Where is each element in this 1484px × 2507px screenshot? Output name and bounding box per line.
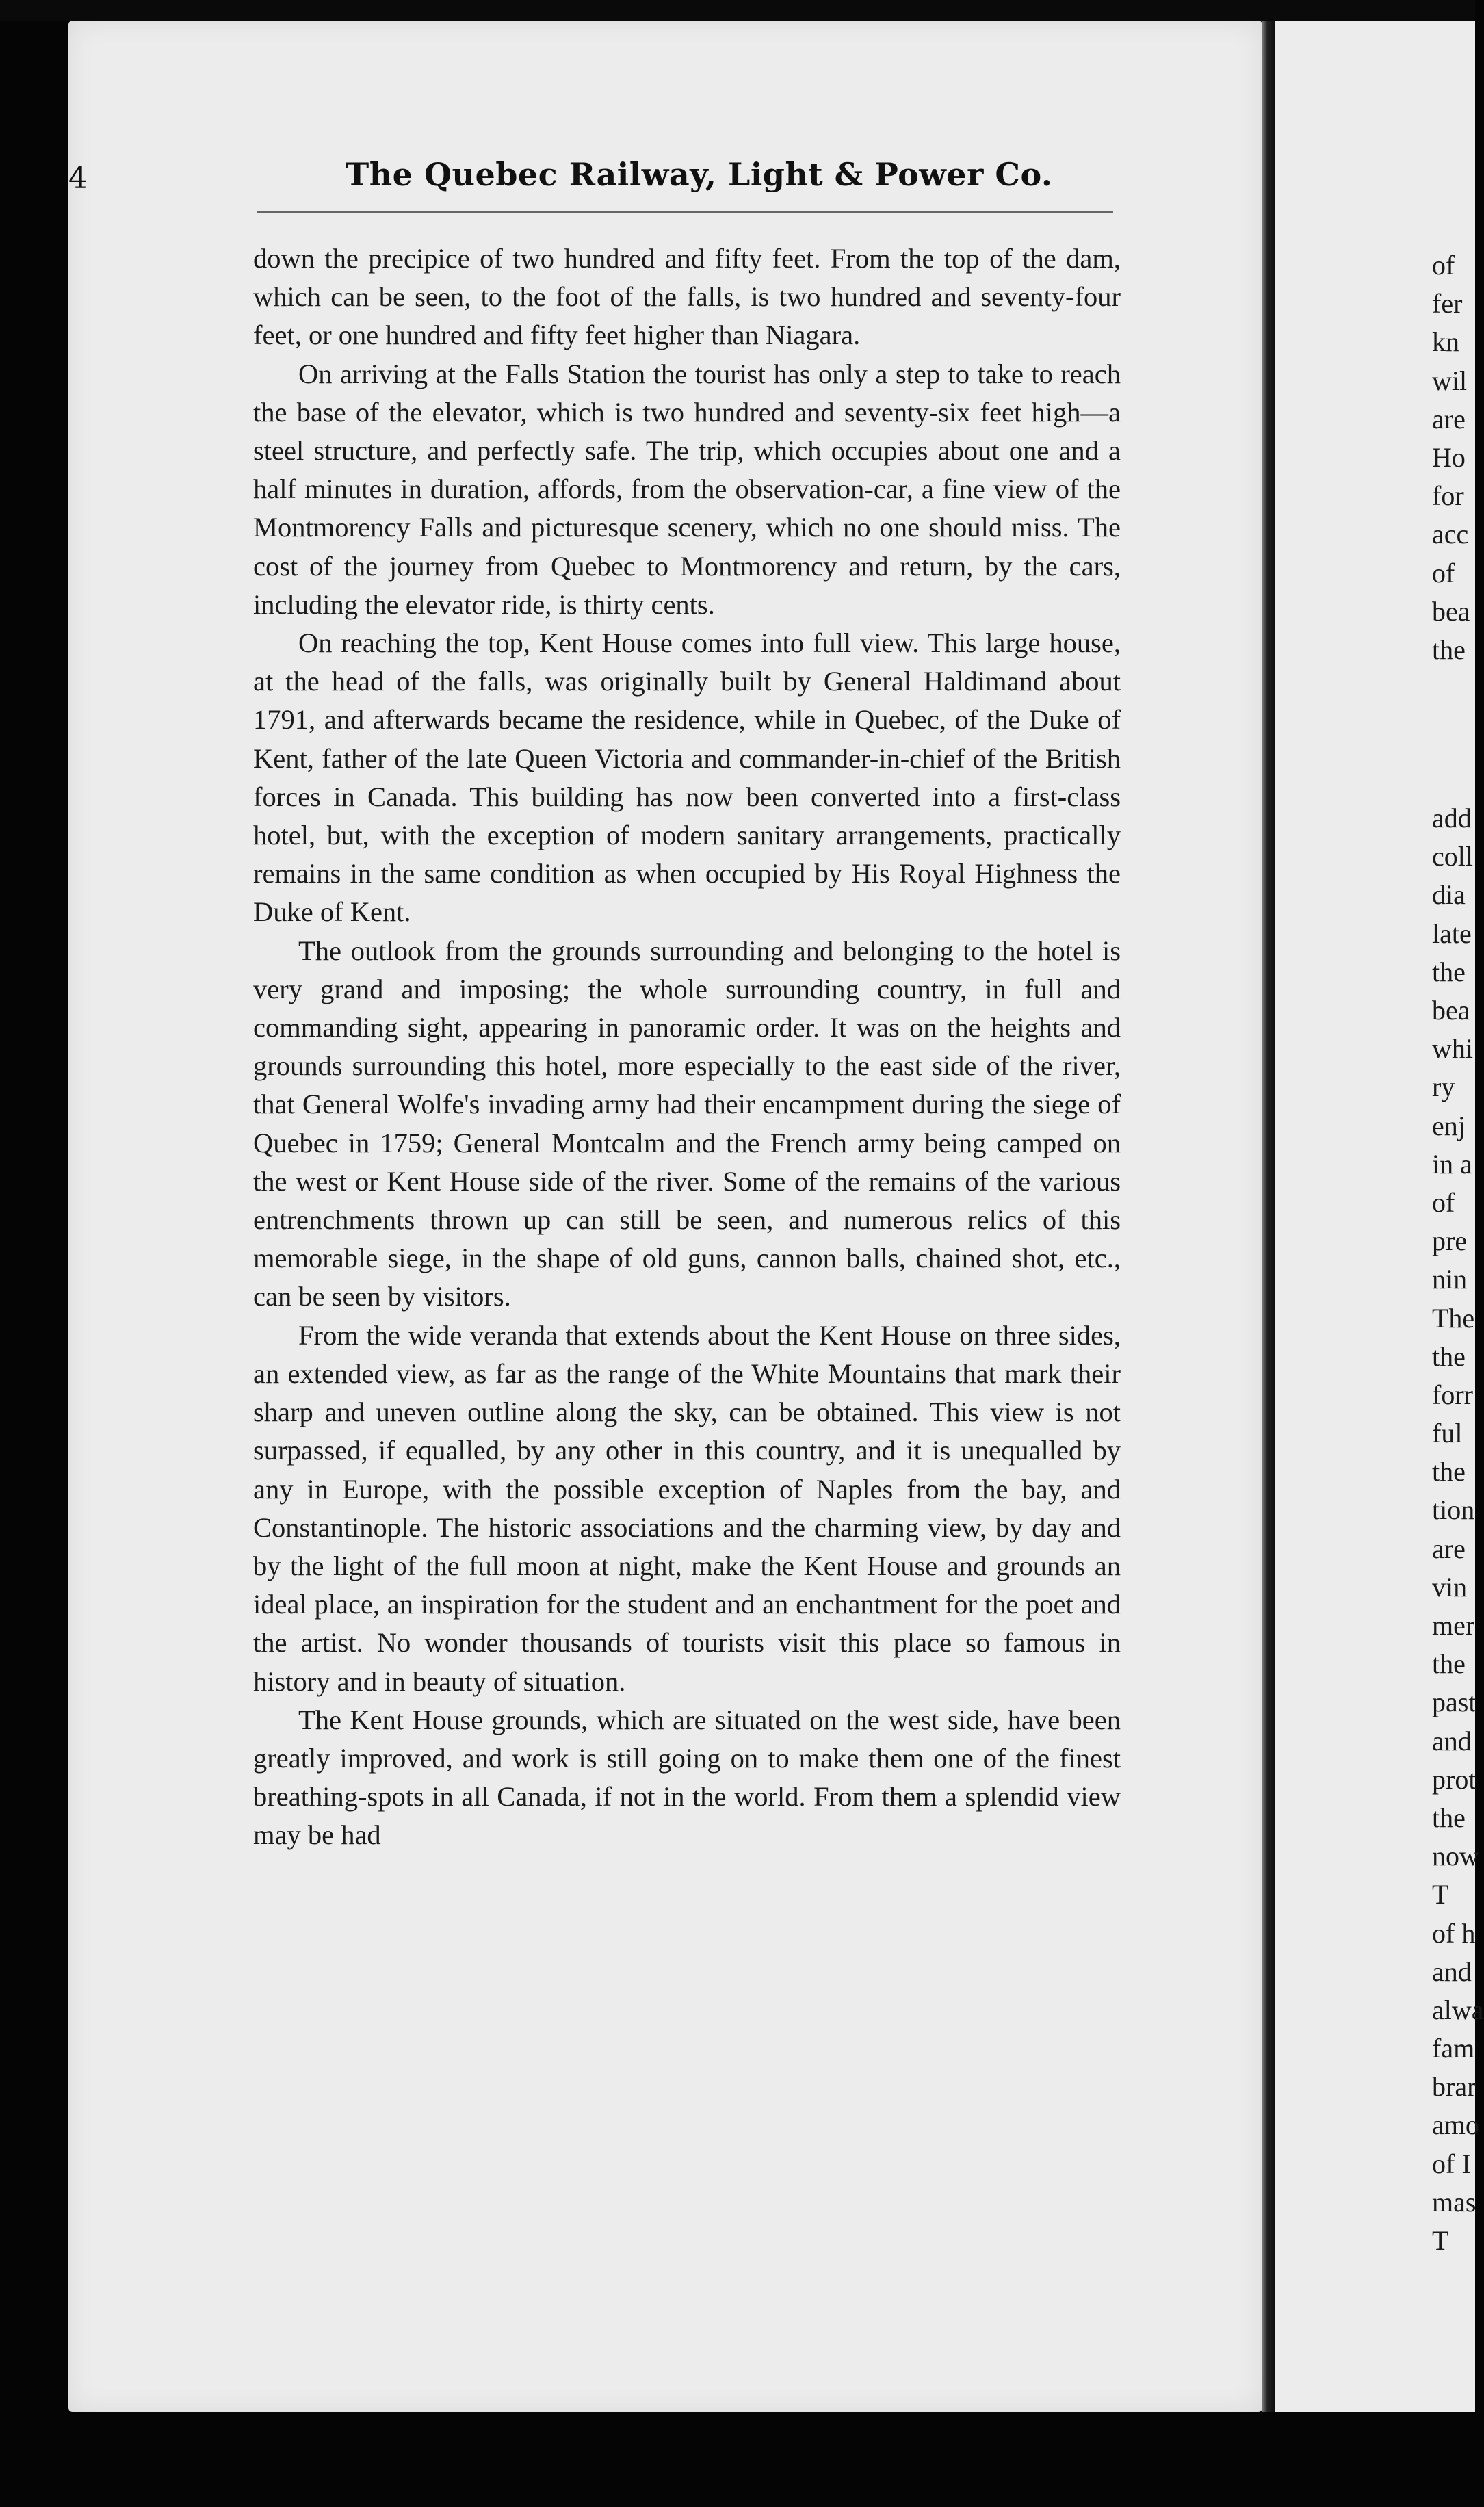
- facing-page-fragment: the: [1432, 1340, 1466, 1372]
- facing-page-fragment: now: [1432, 1841, 1479, 1872]
- paragraph: The outlook from the grounds surrounding and belonging to the hotel is very grand and imposing; the whole surrounding country, in full and commanding sight, appearing in panoramic order. It was on the heights and grounds surrounding this hotel, more especially to the east side of the river, that General Wolfe's invading army had their encampment during the siege of Quebec in 1759; General Montcalm and the French army being camped on the west or Kent House side of the river. Some of the remains of the various entrenchments thrown up can still be seen, and numerous relics of this memorable siege, in the shape of old guns, cannon balls, chained shot, etc., can be seen by visitors.: [253, 935, 1121, 1312]
- facing-page-fragment: enj: [1432, 1110, 1466, 1141]
- body-text: [253, 239, 1121, 2244]
- facing-page-fragment: the: [1432, 956, 1466, 987]
- facing-page-fragment: forr: [1432, 1379, 1473, 1410]
- page-gutter: [1262, 21, 1275, 2412]
- facing-page-fragment: tion: [1432, 1494, 1475, 1526]
- header-rule: [257, 211, 1113, 213]
- facing-page-fragment: of h: [1432, 1917, 1476, 1949]
- facing-page-fragment: prot: [1432, 1763, 1476, 1795]
- facing-page-fragment: vin: [1432, 1571, 1468, 1602]
- facing-page-fragment: past: [1432, 1687, 1476, 1718]
- facing-page-fragment: bea: [1432, 995, 1470, 1026]
- facing-page-fragment: amo: [1432, 2109, 1479, 2141]
- facing-page-fragment: of: [1432, 250, 1455, 281]
- facing-page-fragment: fer: [1432, 288, 1463, 320]
- facing-page-fragment: ful: [1432, 1418, 1463, 1449]
- section-gap: [1432, 669, 1484, 799]
- facing-page-fragment: are: [1432, 1533, 1466, 1564]
- facing-page-fragment: of: [1432, 557, 1455, 588]
- facing-page-fragment: ry: [1432, 1071, 1455, 1103]
- facing-page-fragment: T: [1432, 2225, 1449, 2256]
- paragraph: down the precipice of two hundred and fifty feet. From the top of the dam, which can be seen, to the foot of the falls, is two hundred and seventy-four feet, or one hundred and fifty feet higher than Niagara.: [253, 243, 1121, 351]
- facing-page-fragment: for: [1432, 480, 1464, 512]
- facing-page-fragment: dia: [1432, 879, 1466, 911]
- page-number: 4: [68, 161, 88, 196]
- facing-page-fragment: the: [1432, 634, 1466, 665]
- facing-page-fragment: mer: [1432, 1610, 1475, 1641]
- facing-page-fragment: wil: [1432, 365, 1468, 396]
- facing-page-fragment: pre: [1432, 1225, 1468, 1257]
- facing-page-text: [1432, 246, 1484, 2260]
- running-title: The Quebec Railway, Light & Power Co.: [346, 156, 1053, 193]
- facing-page-fragment: are: [1432, 403, 1466, 434]
- facing-page-fragment: the: [1432, 1456, 1466, 1488]
- paragraph: The Kent House grounds, which are situated on the west side, have been greatly improved, and work is still going on to make them one of the finest breathing-spots in all Canada, if not in the world. From them a splendid view may be had: [253, 1704, 1121, 1851]
- paragraph: From the wide veranda that extends about the Kent House on three sides, an extended view, as far as the range of the White Mountains that mark their sharp and uneven outline along the sky, can be obtained. This view is not surpassed, if equalled, by any other in this country, and it is unequalled by any in Europe, with the possible exception of Naples from the bay, and Constantinople. The historic associations and the charming view, by day and by the light of the full moon at night, make the Kent House and grounds an ideal place, an inspiration for the student and an enchantment for the poet and the artist. No wonder thousands of tourists visit this place so famous in history and in beauty of situation.: [253, 1319, 1121, 1697]
- facing-page-fragment: kn: [1432, 326, 1459, 358]
- facing-page-fragment: and: [1432, 1725, 1472, 1756]
- facing-page-fragment: add: [1432, 803, 1472, 834]
- facing-page-fragment: The: [1432, 1302, 1475, 1334]
- facing-page-fragment: T: [1432, 1879, 1449, 1910]
- paragraph: On arriving at the Falls Station the tourist has only a step to take to reach the base of the elevator, which is two hundred and seventy-six feet high—a steel structure, and perfectly safe. The trip, which occupies about one and a half minutes in duration, affords, from the observation-car, a fine view of the Montmorency Falls and picturesque scenery, which no one should miss. The cost of the journey from Quebec to Montmorency and return, by the cars, including the elevator ride, is thirty cents.: [253, 358, 1121, 620]
- facing-page-fragment: Ho: [1432, 441, 1466, 473]
- paragraph: On reaching the top, Kent House comes into full view. This large house, at the head of the falls, was originally built by General Haldimand about 1791, and afterwards became the residence, while in Quebec, of the Duke of Kent, father of the late Queen Victoria and commander-in-chief of the British forces in Canada. This building has now been converted into a first-class hotel, but, with the exception of modern sanitary arrangements, practically remains in the same condition as when occupied by His Royal Highness the Duke of Kent.: [253, 627, 1121, 928]
- facing-page-fragment: alwa: [1432, 1994, 1484, 2025]
- facing-page-fragment: of I: [1432, 2148, 1471, 2179]
- facing-page-fragment: and: [1432, 1956, 1472, 1987]
- facing-page-fragment: of: [1432, 1186, 1455, 1218]
- facing-page-fragment: brar: [1432, 2071, 1476, 2103]
- facing-page-fragment: acc: [1432, 519, 1469, 550]
- facing-page-fragment: in a: [1432, 1148, 1472, 1180]
- facing-page-fragment: nin: [1432, 1264, 1468, 1295]
- facing-page-fragment: late: [1432, 918, 1472, 949]
- facing-page-fragment: the: [1432, 1648, 1466, 1680]
- facing-page-fragment: the: [1432, 1802, 1466, 1833]
- facing-page-fragment: coll: [1432, 841, 1473, 872]
- facing-page-fragment: mas: [1432, 2186, 1476, 2218]
- facing-page-fragment: fam: [1432, 2033, 1475, 2064]
- facing-page-fragment: whi: [1432, 1033, 1473, 1065]
- facing-page-fragment: bea: [1432, 595, 1470, 627]
- scan-border: [0, 0, 1475, 21]
